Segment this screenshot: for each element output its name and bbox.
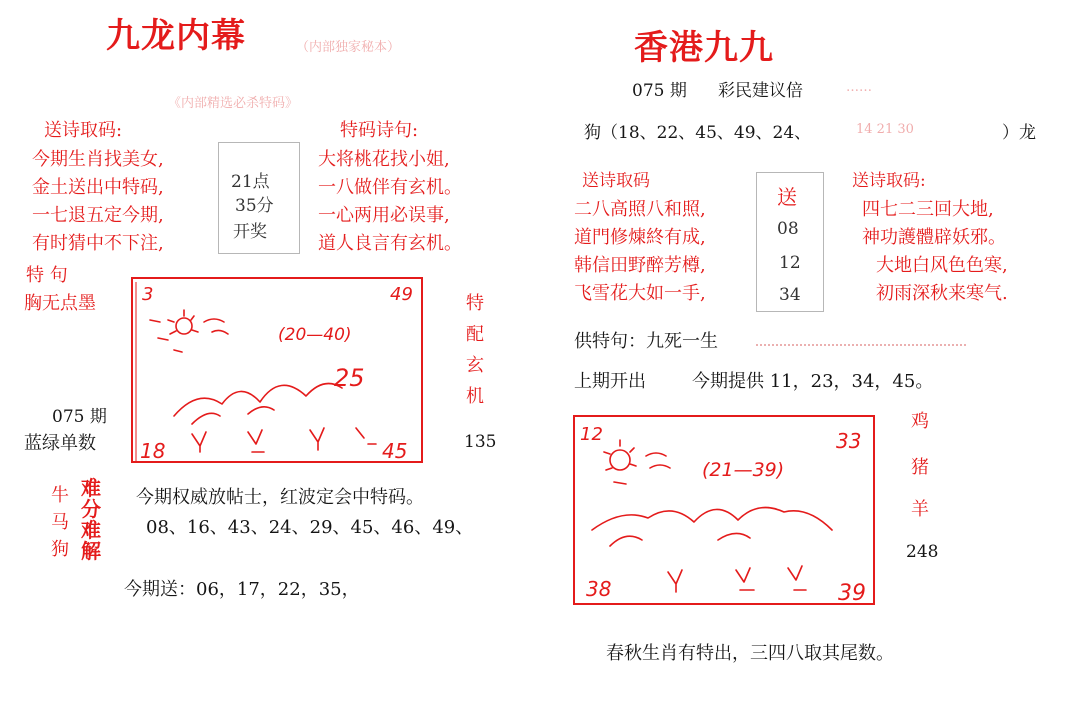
left-poem1-line: 金土送出中特码, [32,177,164,198]
left-animals [48,482,72,563]
right-poem-right-line: 初雨深秋来寒气. [876,283,1008,304]
birds-icon [192,428,376,452]
right-poem-left-line: 韩信田野醉芳樽, [574,255,706,276]
left-poem1-line: 一七退五定今期, [32,205,164,226]
right-send-box [756,172,824,312]
left-title: 九龙内幕 [106,16,246,56]
left-poem2 [318,146,462,258]
right-poem-right [862,196,1008,308]
send-box-number: 34 [779,285,801,305]
right-poem-left [574,196,706,308]
right-issue-text: 彩民建议倍 [718,81,803,101]
time-draw: 开奖 [233,222,267,242]
right-chart-bl: 38 [586,577,612,601]
left-poem2-line: 道人良言有玄机。 [318,233,462,254]
right-column-char: 特 [466,293,484,314]
left-poem2-line: 大将桃花找小姐, [318,149,450,170]
right-chart-tl: 12 [580,424,603,445]
right-column-char: 配 [466,324,484,345]
right-chart [570,412,880,608]
right-poem-left-label: 送诗取码 [582,171,650,191]
right-side-column [908,408,932,536]
time-hour: 21点 [231,172,270,192]
sun-icon [150,310,228,352]
right-chart-tr: 33 [836,429,862,453]
time-minute: 35分 [235,196,274,216]
send-box-number: 08 [777,219,799,239]
sun-icon [604,440,670,484]
right-poem-right-line: 大地白风色色寒, [876,255,1008,276]
right-chart-br: 39 [838,581,866,606]
right-poem-right-line: 神功護體辟妖邪。 [862,227,1006,248]
left-bottom-line2: 08、16、43、24、29、45、46、49、 [146,517,474,538]
right-column-char: 玄 [466,355,484,376]
left-chart-tl: 3 [142,284,154,305]
send-box-char: 送 [777,185,797,209]
left-subtitle: 《内部精选必杀特码》 [168,96,299,111]
left-hard [78,478,104,562]
send-box-number: 12 [779,253,801,273]
left-chart [128,276,428,468]
birds-icon [668,566,806,592]
mountains-icon [174,384,342,425]
right-special-underline [756,344,966,346]
right-column-char: 机 [466,386,484,407]
right-dog-end: ）龙 [1002,123,1036,143]
right-dog-start: 狗（18、22、45、49、24、 [584,123,812,143]
hard-char: 分 [81,497,101,521]
animal-item: 马 [51,512,69,533]
right-issue-faint: …… [846,80,872,95]
left-poem1-line: 今期生肖找美女, [32,149,164,170]
right-issue: 075 期 [632,81,687,101]
right-title: 香港九九 [634,28,774,68]
left-chart-br: 45 [382,439,408,463]
left-chart-tr: 49 [390,284,413,305]
right-poem-left-line: 二八高照八和照, [574,199,706,220]
right-poem-right-line: 四七二三回大地, [862,199,994,220]
left-chart-range: (20—40) [278,325,352,345]
right-special-line: 供特句：九死一生 [574,331,718,352]
left-send-line: 今期送：06，17，22，35， [124,579,360,600]
left-group: 蓝绿单数 [24,433,96,454]
left-poem2-line: 一心两用必误事, [318,205,450,226]
left-time-box [218,142,300,254]
right-side-number: 248 [906,542,939,562]
left-right-column [462,290,488,414]
mountains-icon [592,508,832,547]
hard-char: 难 [81,476,101,500]
left-poem2-label: 特码诗句: [340,120,419,141]
right-last-text: 今期提供 11，23，34，45。 [692,371,934,392]
side-animal: 羊 [911,499,929,520]
animal-item: 牛 [51,485,69,506]
right-last-label: 上期开出 [574,371,646,392]
special-label: 特 句 [26,265,68,286]
right-poem-left-line: 道門修煉終有成, [574,227,706,248]
side-animal: 猪 [911,457,929,478]
left-poem1 [32,146,164,258]
hard-char: 解 [81,539,101,563]
left-poem2-line: 一八做伴有玄机。 [318,177,462,198]
animal-item: 狗 [51,539,69,560]
right-poem-left-line: 飞雪花大如一手, [574,283,706,304]
right-poem-right-label: 送诗取码: [852,171,926,191]
special-text: 胸无点墨 [24,293,96,314]
left-title-note: （内部独家秘本） [296,40,401,55]
right-dog-faint: 14 21 30 [856,122,914,137]
left-chart-mid: 25 [334,364,365,392]
left-bottom-line1: 今期权威放帖士，红波定会中特码。 [136,487,424,508]
left-chart-bl: 18 [140,439,166,463]
side-animal: 鸡 [911,411,929,432]
left-poem1-label: 送诗取码: [44,120,123,141]
left-right-number: 135 [464,432,497,452]
left-chart-frame [132,278,422,462]
left-poem1-line: 有时猜中不下注, [32,233,164,254]
hard-char: 难 [81,518,101,542]
left-issue: 075 期 [52,407,107,427]
right-chart-range: (21—39) [702,459,785,481]
right-bottom-line: 春秋生肖有特出，三四八取其尾数。 [606,643,894,664]
